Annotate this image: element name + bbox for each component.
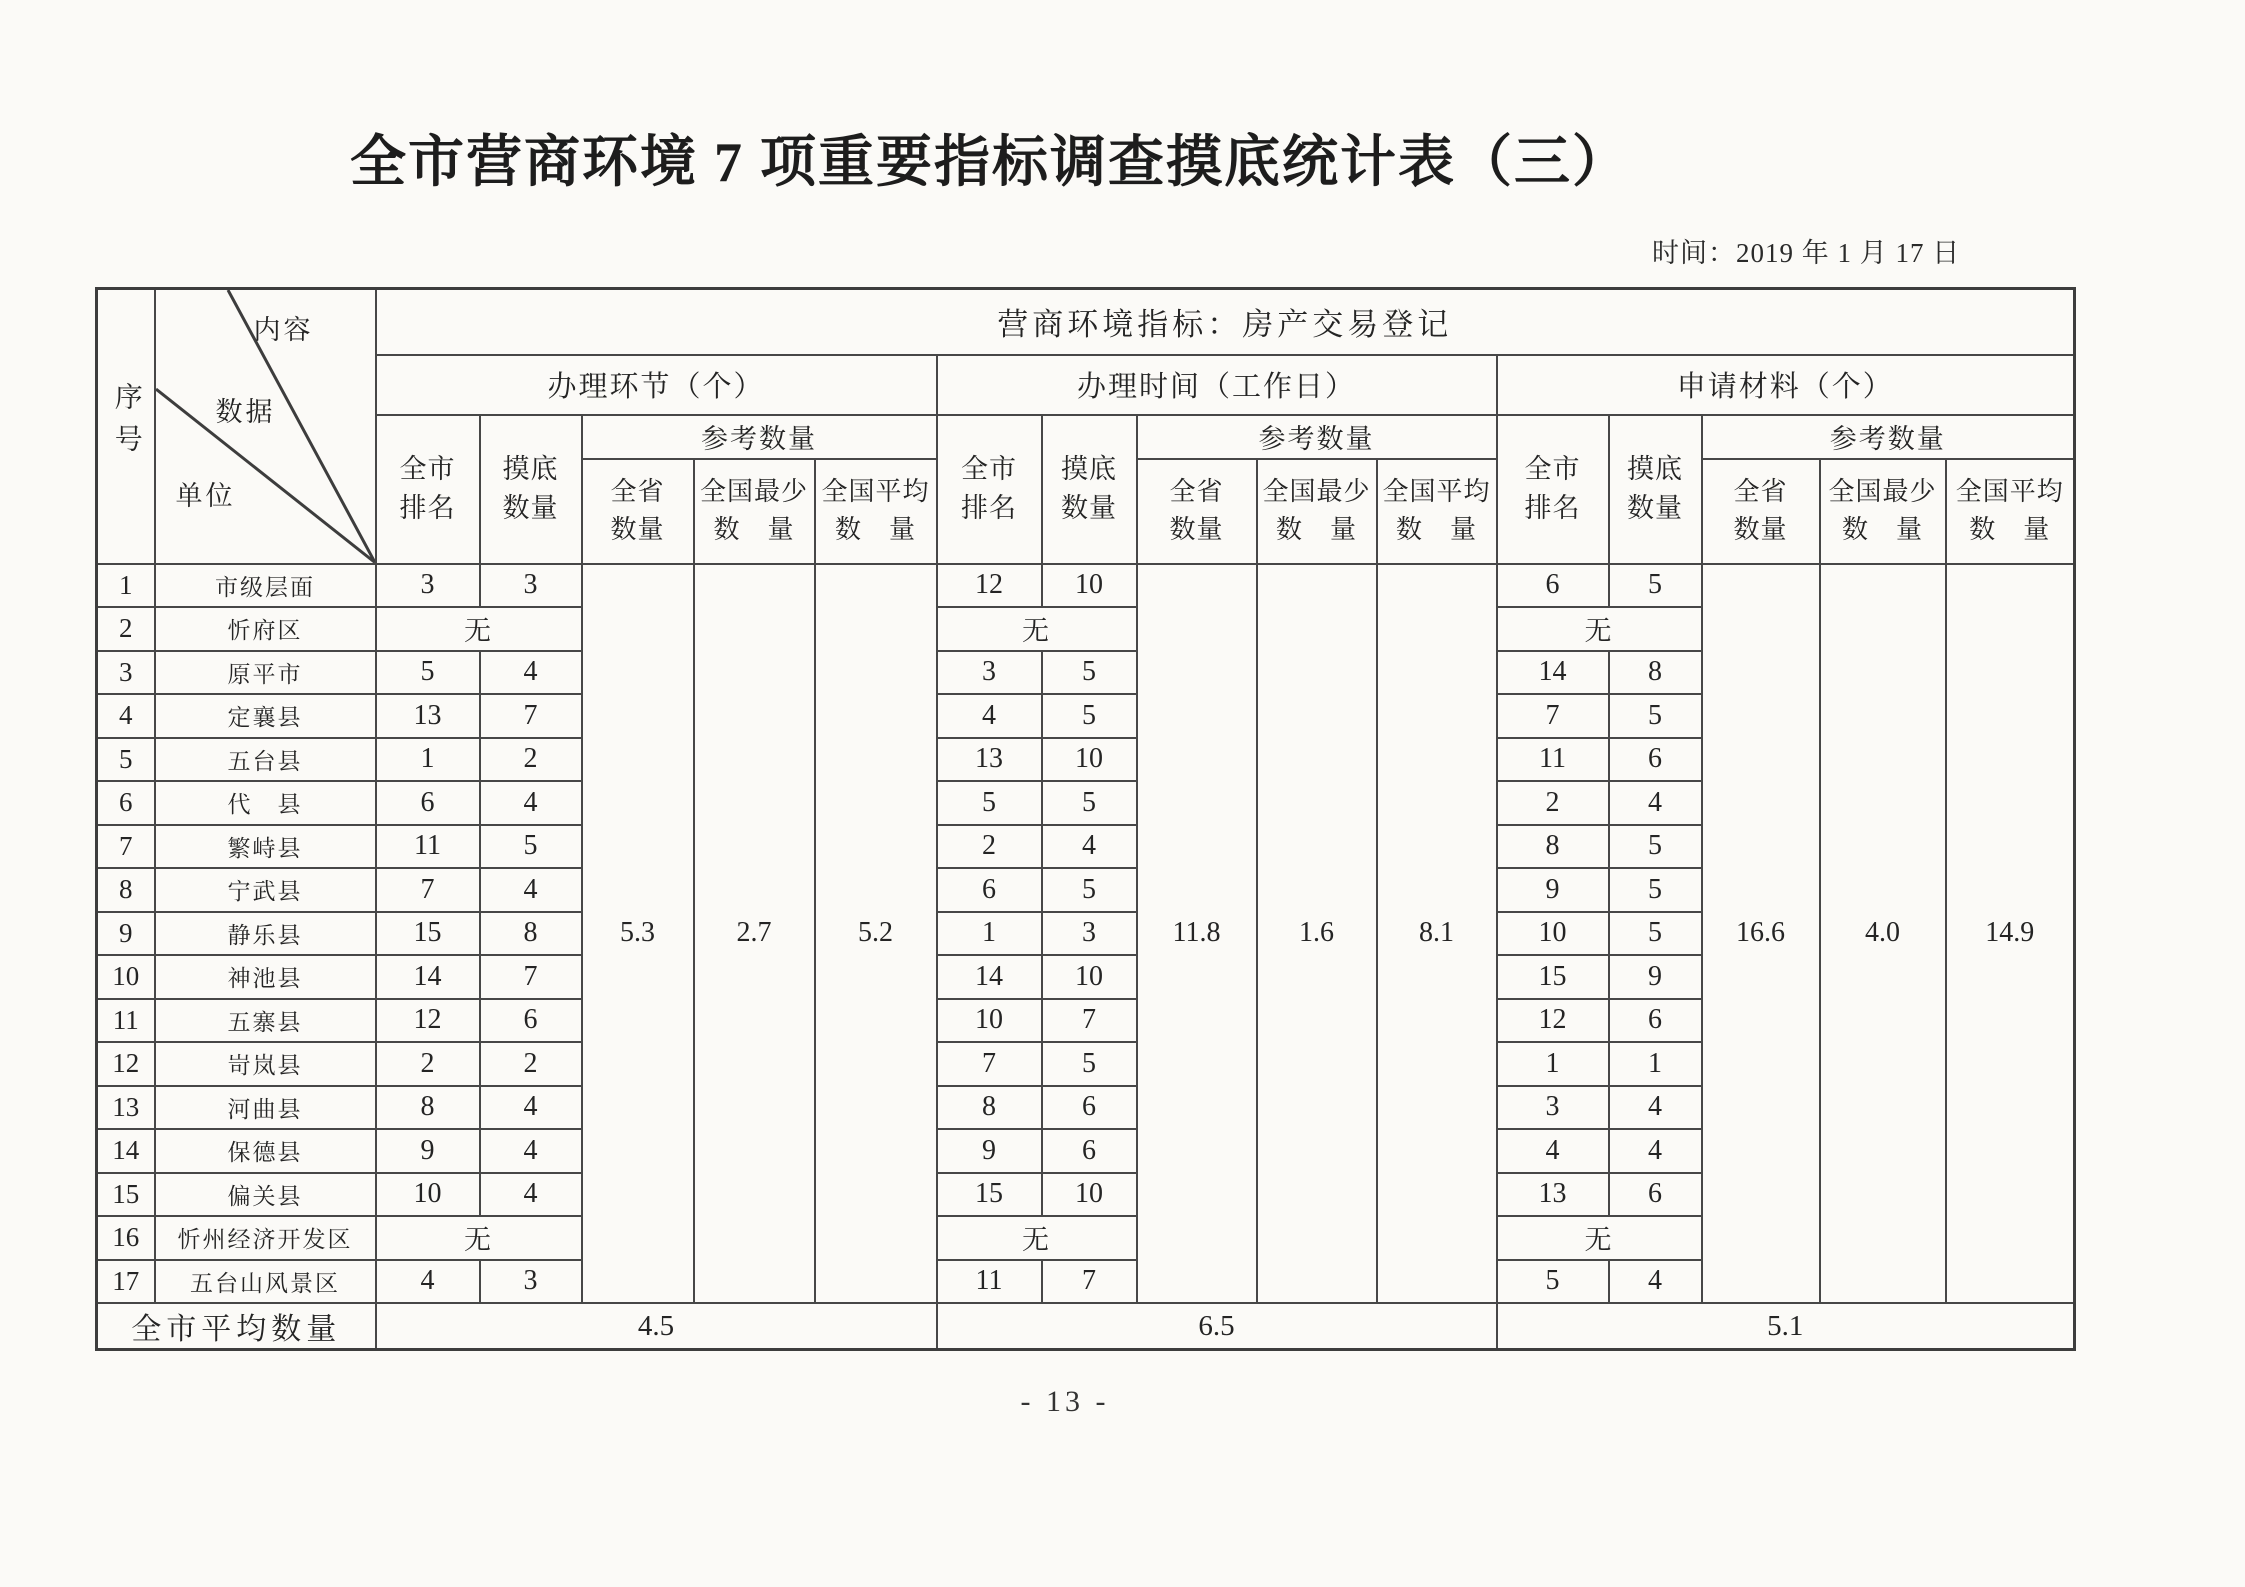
cell-qty: 2 (480, 1042, 582, 1086)
row-number: 5 (97, 738, 155, 782)
group-header-steps: 办理环节（个） (376, 355, 937, 415)
cell-qty: 4 (480, 1129, 582, 1173)
row-number: 8 (97, 868, 155, 912)
col-header-national-avg: 全国平均 数 量 (1377, 459, 1497, 564)
col-header-province-qty: 全省 数量 (1137, 459, 1257, 564)
cell-rank: 8 (1497, 825, 1609, 869)
cell-qty: 2 (480, 738, 582, 782)
cell-qty: 4 (1609, 1260, 1702, 1304)
row-number: 15 (97, 1173, 155, 1217)
unit-name: 忻州经济开发区 (155, 1216, 376, 1260)
cell-qty: 10 (1042, 738, 1137, 782)
cell-none: 无 (937, 1216, 1137, 1260)
indicator-span-header: 营商环境指标：房产交易登记 (376, 289, 2075, 355)
col-header-province-qty: 全省 数量 (1702, 459, 1820, 564)
cell-rank: 4 (1497, 1129, 1609, 1173)
cell-qty: 6 (1609, 999, 1702, 1043)
cell-qty: 5 (1042, 781, 1137, 825)
col-header-national-min: 全国最少 数 量 (694, 459, 815, 564)
unit-name: 五台山风景区 (155, 1260, 376, 1304)
cell-rank: 15 (376, 912, 480, 956)
ref-province-qty: 16.6 (1702, 564, 1820, 1304)
col-header-national-min: 全国最少 数 量 (1257, 459, 1377, 564)
page-number: - 13 - (1020, 1385, 1110, 1418)
cell-qty: 10 (1042, 955, 1137, 999)
col-header-city-rank: 全市 排名 (937, 415, 1042, 564)
col-header-city-rank: 全市 排名 (1497, 415, 1609, 564)
cell-qty: 10 (1042, 1173, 1137, 1217)
row-number: 6 (97, 781, 155, 825)
cell-rank: 9 (937, 1129, 1042, 1173)
cell-rank: 14 (1497, 651, 1609, 695)
cell-qty: 9 (1609, 955, 1702, 999)
col-header-survey-qty: 摸底 数量 (480, 415, 582, 564)
cell-rank: 1 (1497, 1042, 1609, 1086)
cell-qty: 10 (1042, 564, 1137, 608)
col-header-city-rank: 全市 排名 (376, 415, 480, 564)
cell-rank: 1 (376, 738, 480, 782)
cell-qty: 3 (1042, 912, 1137, 956)
cell-qty: 5 (1609, 564, 1702, 608)
cell-qty: 4 (480, 1173, 582, 1217)
ref-national-min: 2.7 (694, 564, 815, 1304)
cell-rank: 12 (937, 564, 1042, 608)
cell-qty: 6 (1042, 1129, 1137, 1173)
cell-rank: 13 (1497, 1173, 1609, 1217)
unit-name: 神池县 (155, 955, 376, 999)
unit-name: 偏关县 (155, 1173, 376, 1217)
row-number: 17 (97, 1260, 155, 1304)
average-steps: 4.5 (376, 1303, 937, 1350)
col-header-reference-qty: 参考数量 (1702, 415, 2075, 459)
unit-name: 代 县 (155, 781, 376, 825)
cell-qty: 5 (1609, 694, 1702, 738)
cell-rank: 11 (1497, 738, 1609, 782)
cell-none: 无 (1497, 607, 1702, 651)
cell-qty: 6 (1042, 1086, 1137, 1130)
cell-none: 无 (1497, 1216, 1702, 1260)
cell-qty: 5 (1042, 651, 1137, 695)
ref-province-qty: 5.3 (582, 564, 694, 1304)
ref-national-min: 4.0 (1820, 564, 1946, 1304)
cell-rank: 5 (1497, 1260, 1609, 1304)
group-header-materials: 申请材料（个） (1497, 355, 2075, 415)
row-number: 3 (97, 651, 155, 695)
col-header-national-min: 全国最少 数 量 (1820, 459, 1946, 564)
cell-qty: 4 (1042, 825, 1137, 869)
cell-qty: 5 (1042, 1042, 1137, 1086)
cell-qty: 5 (1609, 912, 1702, 956)
row-number: 13 (97, 1086, 155, 1130)
cell-rank: 13 (376, 694, 480, 738)
cell-qty: 6 (1609, 1173, 1702, 1217)
cell-rank: 1 (937, 912, 1042, 956)
cell-qty: 1 (1609, 1042, 1702, 1086)
unit-name: 宁武县 (155, 868, 376, 912)
seq-header-label: 序号 (110, 381, 142, 466)
cell-qty: 8 (480, 912, 582, 956)
cell-rank: 14 (376, 955, 480, 999)
cell-none: 无 (376, 607, 582, 651)
col-header-reference-qty: 参考数量 (582, 415, 937, 459)
ref-national-min: 1.6 (1257, 564, 1377, 1304)
cell-none: 无 (937, 607, 1137, 651)
table-row (97, 564, 2075, 608)
cell-qty: 4 (480, 651, 582, 695)
cell-rank: 2 (1497, 781, 1609, 825)
cell-rank: 10 (937, 999, 1042, 1043)
cell-rank: 3 (376, 564, 480, 608)
average-row (97, 1303, 2075, 1350)
cell-qty: 5 (480, 825, 582, 869)
unit-name: 保德县 (155, 1129, 376, 1173)
cell-rank: 15 (1497, 955, 1609, 999)
row-number: 10 (97, 955, 155, 999)
cell-rank: 6 (376, 781, 480, 825)
cell-rank: 3 (937, 651, 1042, 695)
cell-qty: 7 (480, 955, 582, 999)
row-number: 4 (97, 694, 155, 738)
cell-rank: 14 (937, 955, 1042, 999)
cell-rank: 2 (376, 1042, 480, 1086)
cell-qty: 8 (1609, 651, 1702, 695)
cell-rank: 7 (1497, 694, 1609, 738)
row-number: 1 (97, 564, 155, 608)
cell-qty: 4 (1609, 781, 1702, 825)
cell-rank: 10 (1497, 912, 1609, 956)
unit-name: 静乐县 (155, 912, 376, 956)
col-header-national-avg: 全国平均 数 量 (815, 459, 937, 564)
cell-qty: 3 (480, 1260, 582, 1304)
cell-qty: 5 (1609, 825, 1702, 869)
cell-rank: 7 (937, 1042, 1042, 1086)
cell-none: 无 (376, 1216, 582, 1260)
document-date: 时间：2019 年 1 月 17 日 (1652, 238, 1961, 268)
row-number: 9 (97, 912, 155, 956)
average-time: 6.5 (937, 1303, 1497, 1350)
row-number: 7 (97, 825, 155, 869)
cell-rank: 7 (376, 868, 480, 912)
unit-name: 原平市 (155, 651, 376, 695)
unit-name: 定襄县 (155, 694, 376, 738)
ref-national-avg: 5.2 (815, 564, 937, 1304)
cell-rank: 8 (937, 1086, 1042, 1130)
cell-rank: 12 (376, 999, 480, 1043)
average-label: 全市平均数量 (97, 1303, 376, 1350)
col-header-survey-qty: 摸底 数量 (1042, 415, 1137, 564)
cell-qty: 3 (480, 564, 582, 608)
cell-rank: 11 (937, 1260, 1042, 1304)
cell-qty: 7 (1042, 1260, 1137, 1304)
cell-rank: 13 (937, 738, 1042, 782)
unit-name: 忻府区 (155, 607, 376, 651)
cell-qty: 5 (1042, 868, 1137, 912)
group-header-time: 办理时间（工作日） (937, 355, 1497, 415)
cell-qty: 7 (1042, 999, 1137, 1043)
cell-rank: 10 (376, 1173, 480, 1217)
corner-axis-content: 内容 (253, 315, 314, 345)
unit-name: 五台县 (155, 738, 376, 782)
cell-qty: 4 (480, 868, 582, 912)
corner-axis-data: 数据 (215, 397, 276, 427)
cell-rank: 9 (1497, 868, 1609, 912)
row-number: 11 (97, 999, 155, 1043)
ref-national-avg: 14.9 (1946, 564, 2075, 1304)
cell-qty: 5 (1042, 694, 1137, 738)
col-header-province-qty: 全省 数量 (582, 459, 694, 564)
col-header-survey-qty: 摸底 数量 (1609, 415, 1702, 564)
cell-qty: 4 (480, 781, 582, 825)
row-number: 16 (97, 1216, 155, 1260)
ref-province-qty: 11.8 (1137, 564, 1257, 1304)
col-header-reference-qty: 参考数量 (1137, 415, 1497, 459)
cell-qty: 7 (480, 694, 582, 738)
cell-rank: 4 (937, 694, 1042, 738)
cell-rank: 9 (376, 1129, 480, 1173)
cell-rank: 5 (937, 781, 1042, 825)
statistics-table (95, 287, 2076, 1351)
row-number: 14 (97, 1129, 155, 1173)
unit-name: 岢岚县 (155, 1042, 376, 1086)
cell-rank: 5 (376, 651, 480, 695)
cell-rank: 8 (376, 1086, 480, 1130)
cell-qty: 4 (1609, 1129, 1702, 1173)
unit-name: 市级层面 (155, 564, 376, 608)
header-diagonal-corner (155, 289, 376, 564)
average-materials: 5.1 (1497, 1303, 2075, 1350)
cell-rank: 3 (1497, 1086, 1609, 1130)
row-number: 12 (97, 1042, 155, 1086)
cell-qty: 4 (480, 1086, 582, 1130)
ref-national-avg: 8.1 (1377, 564, 1497, 1304)
header-seq-number (97, 289, 155, 564)
col-header-national-avg: 全国平均 数 量 (1946, 459, 2075, 564)
row-number: 2 (97, 607, 155, 651)
document-title: 全市营商环境 7 项重要指标调查摸底统计表（三） (350, 132, 1630, 194)
unit-name: 五寨县 (155, 999, 376, 1043)
cell-qty: 6 (1609, 738, 1702, 782)
cell-qty: 6 (480, 999, 582, 1043)
cell-qty: 4 (1609, 1086, 1702, 1130)
cell-rank: 4 (376, 1260, 480, 1304)
cell-qty: 5 (1609, 868, 1702, 912)
unit-name: 河曲县 (155, 1086, 376, 1130)
cell-rank: 12 (1497, 999, 1609, 1043)
unit-name: 繁峙县 (155, 825, 376, 869)
cell-rank: 6 (937, 868, 1042, 912)
corner-axis-unit: 单位 (175, 481, 236, 511)
cell-rank: 2 (937, 825, 1042, 869)
cell-rank: 11 (376, 825, 480, 869)
cell-rank: 15 (937, 1173, 1042, 1217)
cell-rank: 6 (1497, 564, 1609, 608)
